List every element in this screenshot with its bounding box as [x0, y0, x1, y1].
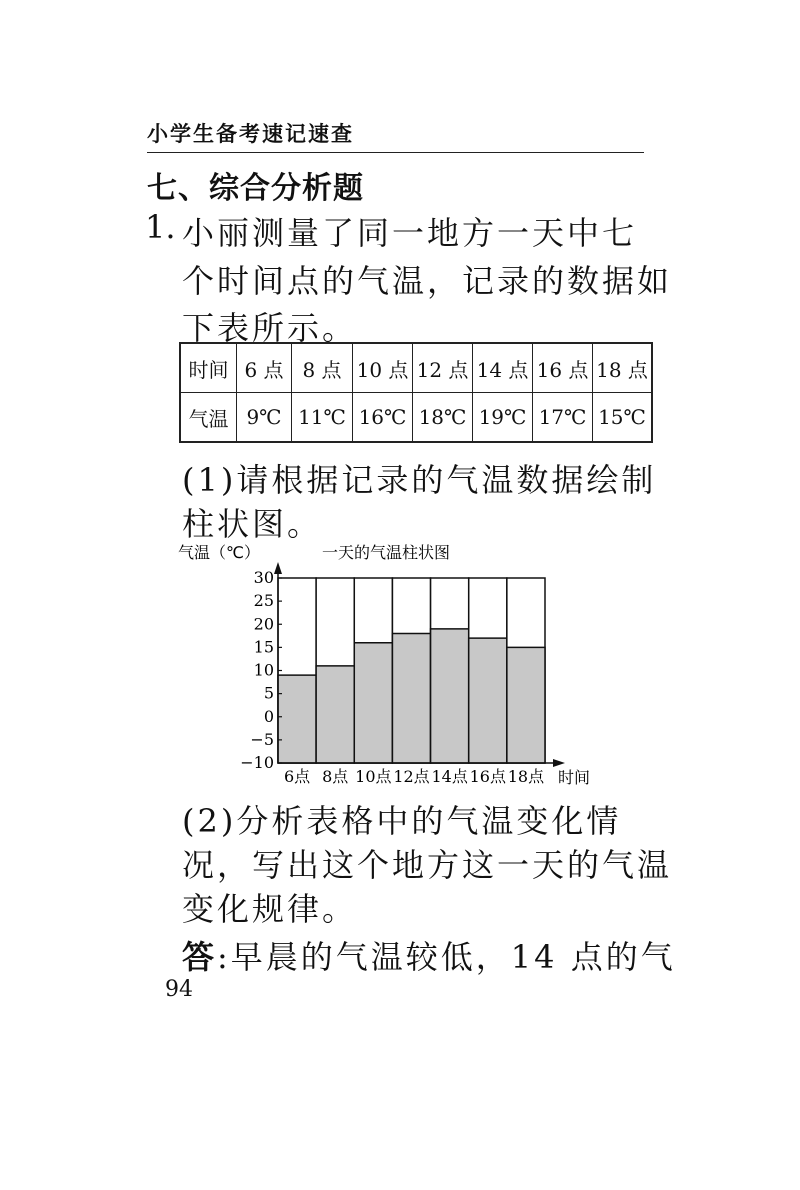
temperature-bar-chart [170, 538, 640, 790]
time-cell: 8 点 [292, 343, 353, 393]
bar [469, 638, 507, 763]
row-label-temp: 气温 [180, 393, 237, 443]
x-tick-label: 10点 [355, 767, 392, 786]
time-cell: 10 点 [353, 343, 413, 393]
part1-line-2: 柱状图。 [182, 505, 323, 543]
temp-cell: 16℃ [353, 393, 413, 443]
x-tick-label: 8点 [322, 767, 349, 786]
x-tick-label: 12点 [393, 767, 430, 786]
question-number: 1. [145, 208, 176, 246]
x-tick-label: 6点 [283, 767, 311, 786]
temp-cell: 19℃ [473, 393, 533, 443]
bar [354, 643, 392, 763]
answer-label: 答 [182, 938, 218, 976]
y-tick-label: −10 [240, 753, 274, 772]
y-tick-label: 0 [263, 706, 274, 726]
header-rule [147, 152, 644, 153]
bar [392, 634, 430, 764]
x-tick-label: 18点 [507, 767, 545, 786]
answer-text: :早晨的气温较低，14 点的气 [217, 938, 676, 976]
temp-cell: 15℃ [593, 393, 653, 443]
time-cell: 12 点 [413, 343, 473, 393]
answer-line [182, 932, 676, 978]
y-tick-label: 25 [253, 591, 274, 611]
running-header: 小学生备考速记速查 [147, 122, 354, 146]
temp-cell: 11℃ [292, 393, 353, 443]
question-line-3: 下表所示。 [182, 309, 358, 347]
y-axis-arrow [274, 562, 282, 574]
y-tick-label: −5 [250, 729, 274, 749]
y-tick-label: 10 [253, 660, 274, 680]
table-row-time [180, 343, 652, 393]
chart-title: 一天的气温柱状图 [322, 543, 451, 562]
row-label-time: 时间 [180, 343, 237, 393]
part2-line-3: 变化规律。 [182, 890, 358, 928]
y-tick-label: 20 [253, 614, 274, 634]
time-cell: 16 点 [533, 343, 593, 393]
temp-cell: 18℃ [413, 393, 473, 443]
part2-line-2: 况，写出这个地方这一天的气温 [182, 846, 673, 884]
x-axis-arrow [553, 759, 565, 767]
temp-cell: 17℃ [533, 393, 593, 443]
temperature-table [179, 342, 653, 443]
question-line-1: 小丽测量了同一地方一天中七 [182, 214, 638, 252]
y-tick-label: 5 [263, 683, 274, 703]
section-title: 七、综合分析题 [147, 171, 364, 206]
chart-svg [170, 538, 640, 790]
y-tick-label: 30 [253, 568, 274, 587]
time-cell: 18 点 [593, 343, 653, 393]
part2-line-1: (2)分析表格中的气温变化情 [182, 802, 622, 840]
time-cell: 6 点 [237, 343, 292, 393]
part1-line-1: (1)请根据记录的气温数据绘制 [182, 461, 657, 499]
y-tick-label: 15 [253, 637, 274, 657]
bar [278, 675, 316, 763]
x-tick-label: 16点 [469, 767, 506, 786]
question-line-2: 个时间点的气温，记录的数据如 [182, 262, 673, 300]
bar [316, 666, 354, 763]
x-tick-label: 14点 [431, 767, 468, 786]
time-cell: 14 点 [473, 343, 533, 393]
bar [507, 647, 545, 763]
x-axis-label: 时间 [558, 768, 591, 787]
y-axis-label: 气温（℃） [178, 543, 260, 562]
table-row-temp [180, 393, 652, 443]
temp-cell: 9℃ [237, 393, 292, 443]
bar [431, 629, 469, 763]
page-number: 94 [165, 977, 193, 1002]
